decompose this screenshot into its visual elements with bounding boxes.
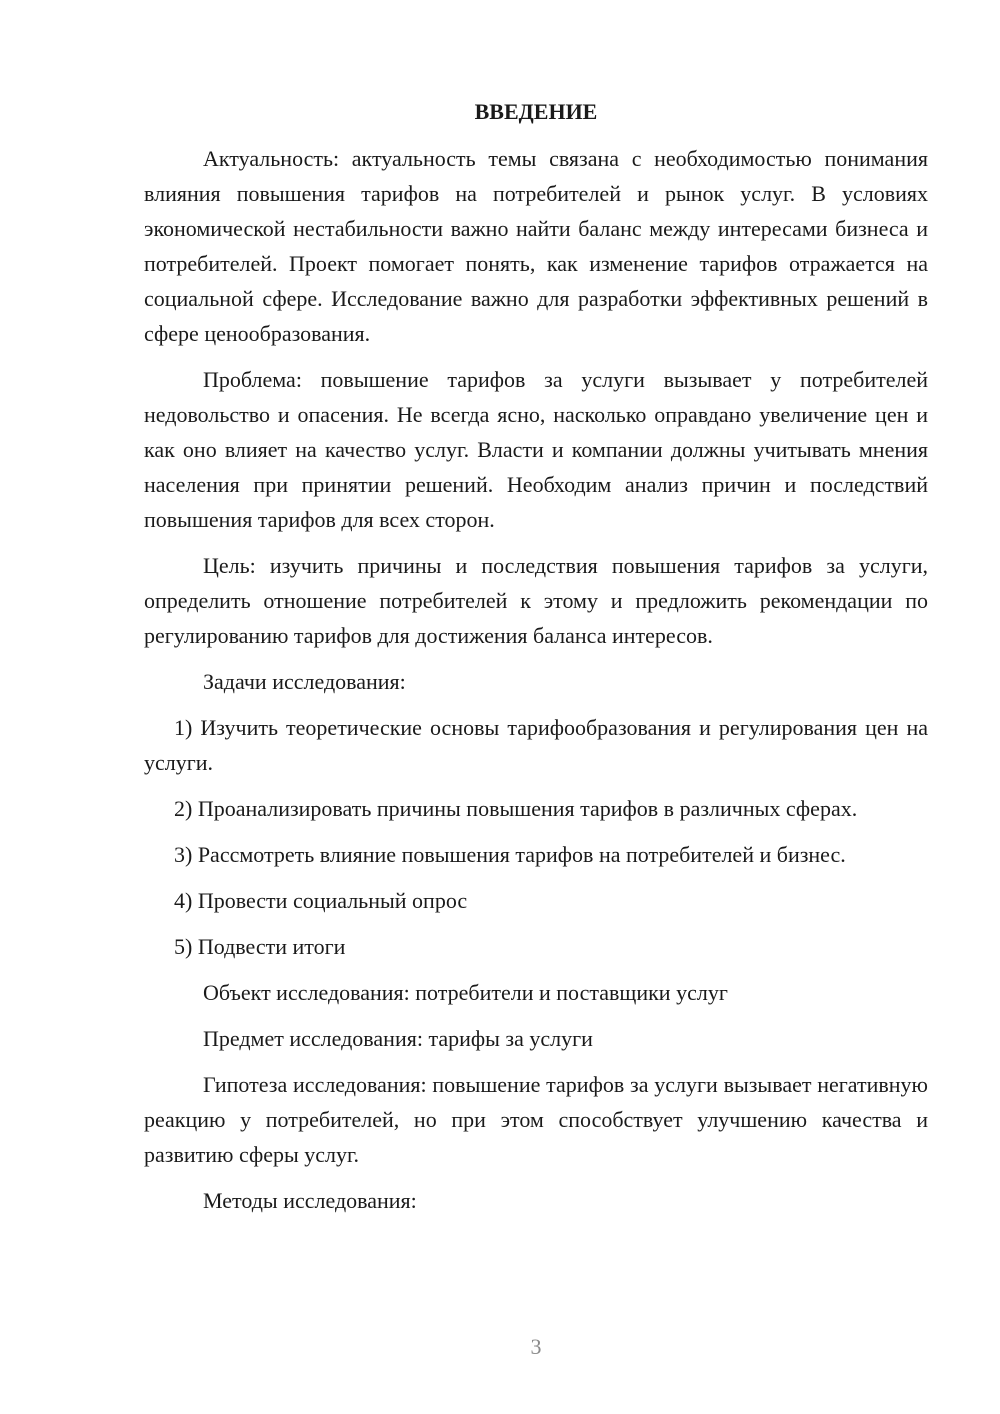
task-item: 1) Изучить теоретические основы тарифообразования и регулирования цен на услуги. [144,715,928,775]
paragraph-tasks-heading: Задачи исследования: [203,669,406,694]
paragraph-relevance: Актуальность: актуальность темы связана с необходимостью понимания влияния повышения тарифов на потребителей и рынок услуг. В условиях экономической нестабильности важно найти баланс между интересами бизнеса и потребителей. Проект помогает понять, как изменение тарифов отражается на социальной сфере. Исследование важно для разработки эффективных решений в сфере ценообразования. [144,146,928,346]
task-item: 4) Провести социальный опрос [174,888,468,913]
paragraph-methods: Методы исследования: [203,1188,417,1213]
paragraph-object: Объект исследования: потребители и поставщики услуг [203,980,728,1005]
page-content [144,94,928,1229]
paragraph-problem: Проблема: повышение тарифов за услуги вызывает у потребителей недовольство и опасения. Не всегда ясно, насколько оправдано увеличение цен и как оно влияет на качество услуг. Власти и компании должны учитывать мнения населения при принятии решений. Необходим анализ причин и последствий повышения тарифов для всех сторон. [144,367,928,532]
task-item: 2) Проанализировать причины повышения тарифов в различных сферах. [174,796,858,821]
paragraph-goal: Цель: изучить причины и последствия повышения тарифов за услуги, определить отношение потребителей к этому и предложить рекомендации по регулированию тарифов для достижения баланса интересов. [144,553,928,648]
task-item: 5) Подвести итоги [174,934,346,959]
page-number: 3 [530,1334,542,1359]
paragraph-subject: Предмет исследования: тарифы за услуги [203,1026,593,1051]
task-item: 3) Рассмотреть влияние повышения тарифов на потребителей и бизнес. [174,842,846,867]
section-title: ВВЕДЕНИЕ [474,99,598,124]
paragraph-hypothesis: Гипотеза исследования: повышение тарифов за услуги вызывает негативную реакцию у потребителей, но при этом способствует улучшению качества и развитию сферы услуг. [144,1072,928,1167]
